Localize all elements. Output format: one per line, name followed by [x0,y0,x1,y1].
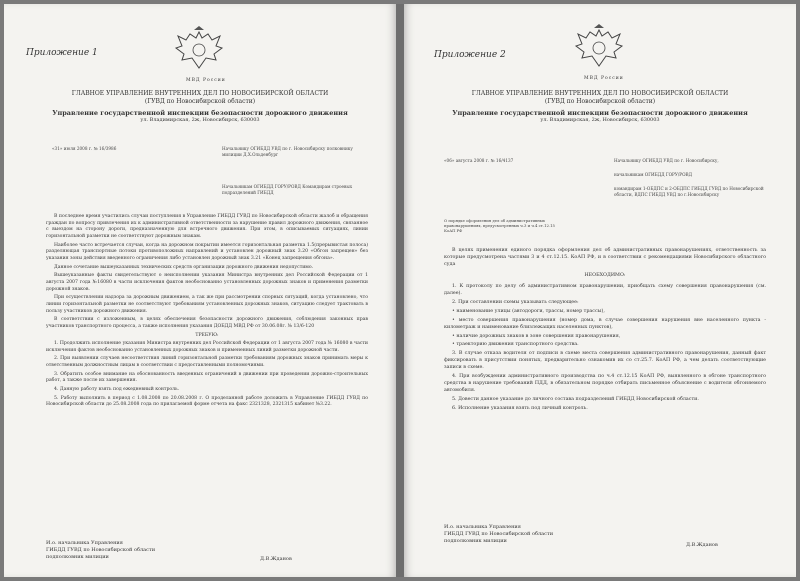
left-paragraph: В последнее время участились случаи поступления в Управление ГИБДД ГУВД по Новосибирской области жалоб и обращения граждан по вопросу привлечения их к административной ответственности за нарушение правил дорожного движения, связанное с выездом на сторону дороги, предназначенную для встречного движения. При этом, в описываемых ситуациях, линии горизонтальной разметки не соответствуют дорожным знакам. [46,214,368,239]
left-header-line2: (ГУВД по Новосибирской области) [144,97,256,105]
right-signature-name: Д.В.Жданов [686,542,718,548]
right-appendix-title: Приложение 2 [434,50,506,60]
left-list-item: 5. Работу выполнить в период с 1.08.2008 по 20.08.2008 г. О проделанной работе доложить в Управление ГИБДД ГУВД по Новосибирской области до 25.08.2008 года по прилагаемой форме отчета на факс 2321328, 2321315 кабинет №3.22. [46,395,368,408]
right-list-item: • наличие дорожных знаков в зоне совершения правонарушения, [452,333,621,339]
right-header-line1: ГЛАВНОЕ УПРАВЛЕНИЕ ВНУТРЕННИХ ДЕЛ ПО НОВОСИБИРСКОЙ ОБЛАСТИ [471,90,729,97]
left-demand-heading: ТРЕБУЮ: [195,332,219,338]
right-addressee-1: Начальнику ОГИБДД УВД по г. Новосибирску, [614,158,719,163]
right-list-item: 4. При возбуждении административного производства по ч.4 ст.12.15 КоАП РФ, выявленного в обгоне транспортного средства в нарушение требований ПДД, в обязательном порядке отбирать письменное объяснение с водителя обгоняемого автомобиля. [444,374,766,394]
right-subject-note: О порядке оформления дел об административных правонарушениях, предусмотренных ч.3 и ч.4 ст.12.15 КоАП РФ [444,218,555,234]
right-necessary-heading: НЕОБХОДИМО: [584,272,626,278]
right-address: ул. Владимирская, 2ж, Новосибирск, 630003 [540,117,660,124]
left-paragraph: Вышеуказанные факты свидетельствуют о неисполнении указания Министра внутренних дел Российской Федерации от 1 августа 2007 года №16080 в части исключения фактов необоснованно установленных дорожных знаков и применения разметки дорожной знаков. [46,273,368,292]
left-signature-block [46,540,155,560]
left-addressee-2: Начальникам ОГИБДД ГОРУ/РОВД Командирам строевых подразделений ГИБДД [222,184,353,195]
left-list-item: 4. Данную работу взять под ежедневный контроль. [54,387,180,393]
left-list-item: 2. При выявлении случаев несоответствия линий горизонтальной разметки требованиям дорожных знаков принимать меры к ответственным должностным лицам в соответствии с предоставленными полномочиями. [46,356,368,369]
right-list-item: • место совершения правонарушения (номер дома, в случае совершения нарушения вне населенного пункта - километраж и наименование близлежащих населенных пунктов), [444,317,766,330]
left-signature-line: подполковник милиции [46,553,109,560]
right-header [424,90,776,123]
left-body [46,214,368,411]
left-list-item: 3. Обратить особое внимание на обоснованность введенных ограничений в движении при проведении дорожно-строительных работ, а также после их завершения. [46,371,368,384]
right-list-item: 3. В случае отказа водителя от подписи в схеме места совершения административного правонарушения, данный факт фиксировать в присутствии понятых, предварительно ознакомив их со ст.25.7. КоАП РФ, а чем делать соответствующие записи в схеме. [444,351,766,371]
left-signature-line: ГИБДД ГУВД по Новосибирской области [46,546,156,553]
document-spread [4,4,796,577]
right-signature-line: ГИБДД ГУВД по Новосибирской области [444,530,554,537]
right-signature-block [444,524,553,544]
eagle-emblem-icon [572,24,626,72]
left-paragraph: В соответствии с изложенным, в целях обеспечения безопасности дорожного движения, соблюдения законных прав участников транспортного процесса, а также исполнения указания ДОБДД МВД РФ от 30.06.08г. № 13/6-120 [46,317,368,329]
left-signature-line: И.о. начальника Управления [46,540,123,546]
left-page [4,4,396,577]
right-signature-line: подполковник милиции [444,537,507,544]
right-list-item: 2. При составлении схемы указывать следующее: [452,299,579,305]
left-header [24,90,376,123]
right-list-item: 5. Довести данное указание до личного состава подразделений ГИБДД Новосибирской области. [452,397,699,403]
right-intro: В целях применения единого порядка оформления дел об административных правонарушениях, ответственность за которые предусмотрена частями 3 и 4 ст.12.15. КоАП РФ, и в соответствии с рекомендациями Новосибирского областного суда [444,248,766,267]
left-header-line1: ГЛАВНОЕ УПРАВЛЕНИЕ ВНУТРЕННИХ ДЕЛ ПО НОВОСИБИРСКОЙ ОБЛАСТИ [71,90,329,97]
page-gutter [396,4,404,577]
left-paragraph: Данное сочетание вышеуказанных технических средств организации дорожного движения недопустимо. [54,264,314,270]
right-signature-line: И.о. начальника Управления [444,524,521,530]
right-addressee-2: начальникам ОГИБДД ГОРУ/РОВД [614,172,693,177]
left-appendix-title: Приложение 1 [26,48,98,58]
left-address: ул. Владимирская, 2ж, Новосибирск, 630003 [140,117,260,124]
left-paragraph: Наиболее часто встречается случаи, когда на дорожном покрытии имеется горизонтальная разметка 1.5(прерывистая полоса) разделяющая транспортные потоки противоположных направлений и установлен дорожный знак 3.20 «Обгон запрещен» без указания зоны действия введенного ограничения либо установлен дорожный знак 3.21 «Конец запрещения обгона». [46,242,368,261]
left-paragraph: При осуществлении надзора за дорожным движением, а так же при рассмотрении спорных ситуаций, когда установлено, что линии горизонтальной разметки не соответствуют требованиям установленных дорожных знаков, ситуацию следует трактовать в пользу участников дорожного движения. [46,295,368,314]
left-emblem-caption: МВД России [186,78,226,83]
right-list-item: 1. К протоколу по делу об административном правонарушении, приобщать схему совершения правонарушения (см. далее). [444,283,766,296]
right-list-item: • траекторию движения транспортного средства. [452,342,579,348]
right-date-number: «06» августа 2008 г. № 16/4137 [444,158,514,163]
right-page [404,4,796,577]
left-date-number: «31» июля 2008 г. № 16/3986 [52,146,117,151]
right-dept: Управление государственной инспекции безопасности дорожного движения [452,109,748,117]
right-list-item: • наименование улицы (автодороги, трассы, номер трассы), [452,308,605,314]
left-signature-name: Д.В.Жданов [260,556,292,562]
right-emblem-caption: МВД России [584,76,624,81]
right-list-item: 6. Исполнение указания взять под личный контроль. [452,406,588,412]
right-body [444,248,766,415]
left-list-item: 1. Продолжить исполнение указания Министра внутренних дел Российской Федерации от 1 августа 2007 года № 16080 в части исключения фактов необоснованно установленных дорожных знаков и примененных линий разметки дорожной части. [46,341,368,353]
left-addressee-1: Начальнику ОГИБДД УВД по г. Новосибирску полковнику милиции Д.Х.Ольденбург [222,146,353,157]
right-addressee-3: командирам 1-ОБДПС и 2-ОБДПС ГИБДД ГУВД по Новосибирской области, ВДПС ГИБДД УВД по г.Новосибирску [614,186,764,197]
eagle-emblem-icon [172,26,226,74]
right-header-line2: (ГУВД по Новосибирской области) [544,97,656,105]
left-dept: Управление государственной инспекции безопасности дорожного движения [52,109,348,117]
